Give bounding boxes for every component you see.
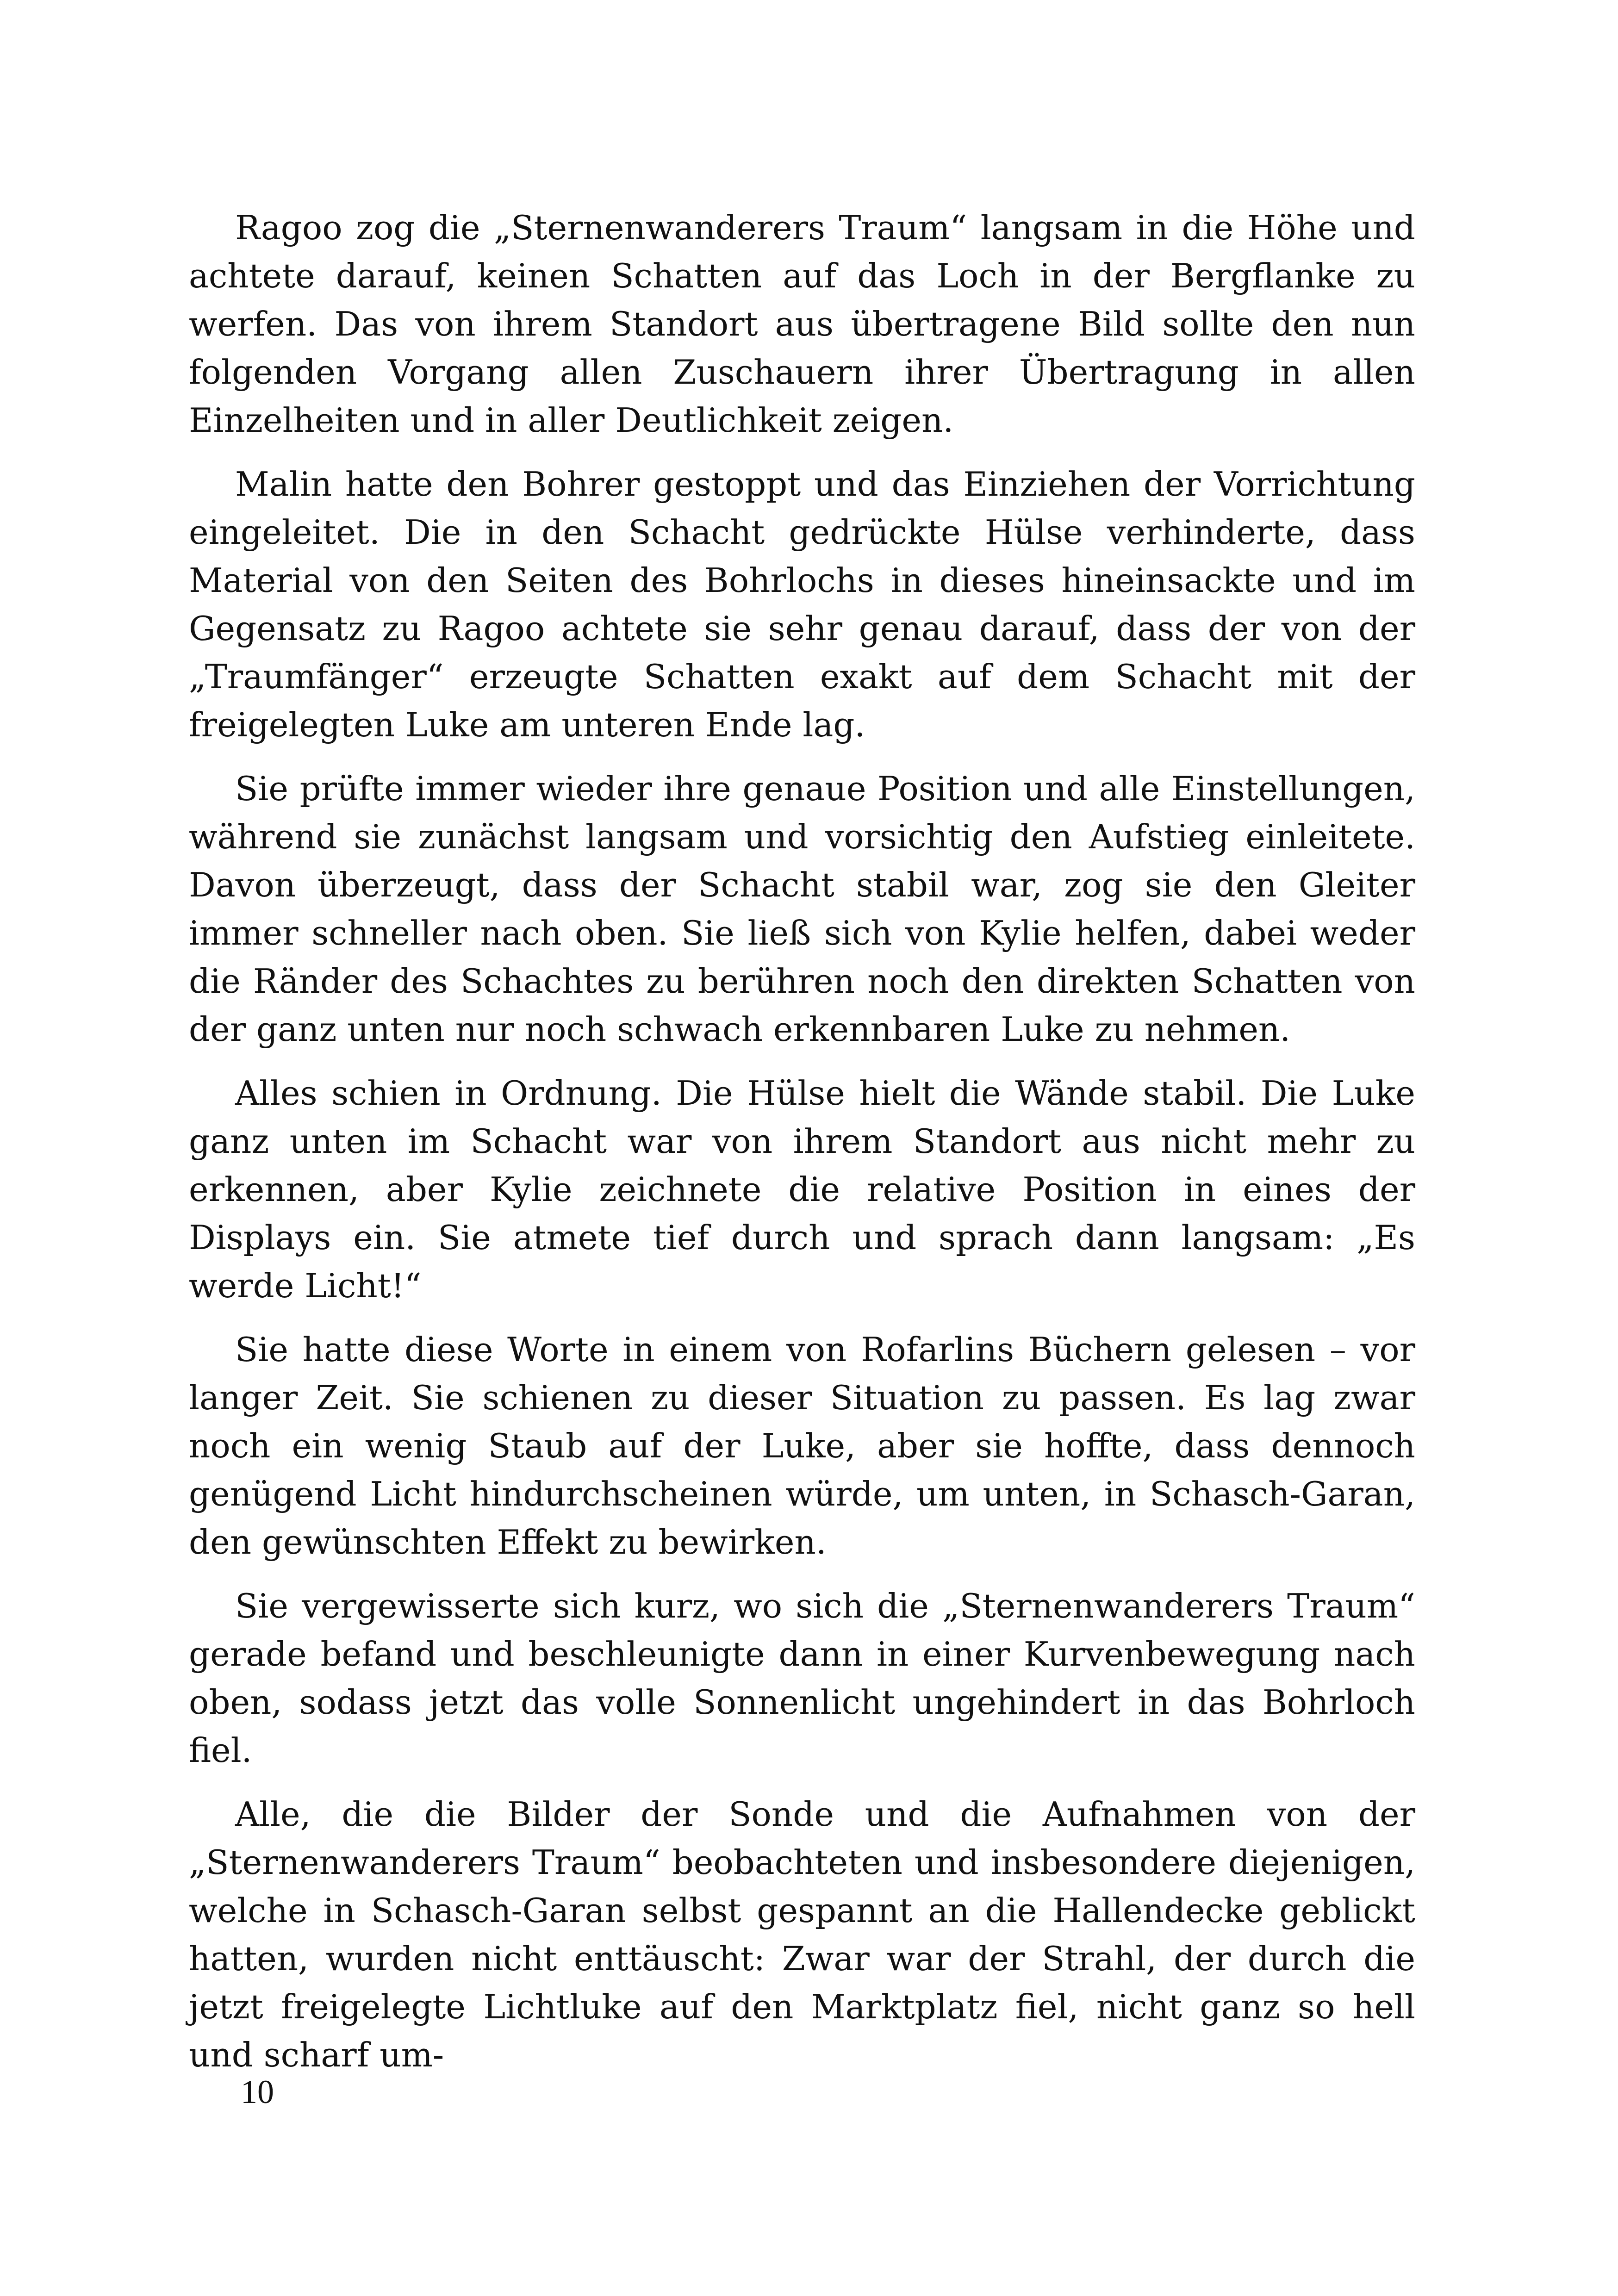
paragraph-3: Sie prüfte immer wieder ihre genaue Position und alle Einstellungen, während sie zunächst langsam und vorsichtig den Aufstieg einleitete. Davon überzeugt, dass der Schacht stabil war, zog sie den Gleiter immer schneller nach oben. Sie ließ sich von Kylie helfen, dabei weder die Ränder des Schachtes zu berühren noch den direkten Schatten von der ganz unten nur noch schwach erkennbaren Luke zu nehmen. — [189, 769, 1415, 1049]
paragraph-1: Ragoo zog die „Sternenwanderers Traum“ langsam in die Höhe und achtete darauf, keinen Schatten auf das Loch in der Bergflanke zu werfen. Das von ihrem Standort aus übertragene Bild sollte den nun folgenden Vorgang allen Zuschauern ihrer Übertragung in allen Einzelheiten und in aller Deutlichkeit zeigen. — [189, 208, 1415, 440]
page-number: 10 — [241, 2073, 274, 2110]
paragraph-7: Alle, die die Bilder der Sonde und die Aufnahmen von der „Sternenwanderers Traum“ beobachteten und insbesondere diejenigen, welche in Schasch-Garan selbst gespannt an die Hallendecke geblickt hatten, wurden nicht enttäuscht: Zwar war der Strahl, der durch die jetzt freigelegte Lichtluke auf den Marktplatz fiel, nicht ganz so hell und scharf um- — [189, 1795, 1415, 2074]
paragraph-5: Sie hatte diese Worte in einem von Rofarlins Büchern gelesen – vor langer Zeit. Sie schienen zu dieser Situation zu passen. Es lag zwar noch ein wenig Staub auf der Luke, aber sie hoffte, dass dennoch genügend Licht hindurchscheinen würde, um unten, in Schasch-Garan, den gewünschten Effekt zu bewirken. — [189, 1330, 1415, 1562]
paragraph-4: Alles schien in Ordnung. Die Hülse hielt die Wände stabil. Die Luke ganz unten im Schacht war von ihrem Standort aus nicht mehr zu erkennen, aber Kylie zeichnete die relative Position in eines der Displays ein. Sie atmete tief durch und sprach dann langsam: „Es werde Licht!“ — [189, 1074, 1415, 1305]
paragraph-6: Sie vergewisserte sich kurz, wo sich die „Sternenwanderers Traum“ gerade befand und beschleunigte dann in einer Kurvenbewegung nach oben, sodass jetzt das volle Sonnenlicht ungehindert in das Bohrloch fiel. — [189, 1587, 1415, 1770]
body-text — [189, 204, 1415, 2095]
paragraph-2: Malin hatte den Bohrer gestoppt und das Einziehen der Vorrichtung eingeleitet. Die in den Schacht gedrückte Hülse verhinderte, dass Material von den Seiten des Bohrlochs in dieses hineinsackte und im Gegensatz zu Ragoo achtete sie sehr genau darauf, dass der von der „Traumfänger“ erzeugte Schatten exakt auf dem Schacht mit der freigelegten Luke am unteren Ende lag. — [189, 465, 1415, 744]
